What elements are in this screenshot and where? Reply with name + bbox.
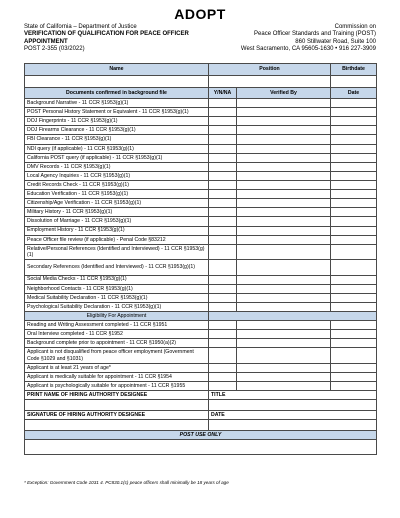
verified-by-cell[interactable] (237, 321, 331, 330)
item-label: Employment History - 11 CCR §1953(g)(1) (25, 226, 209, 235)
item-label: Military History - 11 CCR §1953(g)(1) (25, 208, 209, 217)
ynna-cell[interactable] (209, 372, 237, 381)
verified-by-cell[interactable] (237, 339, 331, 348)
agency-name: State of California – Department of Justice (24, 24, 137, 30)
item-label: Secondary References (Identified and Interviewed) - 11 CCR §1953(g)(1) (25, 260, 209, 275)
verified-by-cell[interactable] (237, 180, 331, 189)
date-cell[interactable] (331, 321, 377, 330)
form-title: ADOPT (174, 6, 226, 22)
applicant-info-table (24, 63, 377, 88)
date-cell[interactable] (331, 260, 377, 275)
ynna-cell[interactable] (209, 226, 237, 235)
document-row (25, 108, 377, 117)
date-cell[interactable] (331, 284, 377, 293)
title-label: TITLE (209, 391, 377, 400)
item-label: Credit Records Check - 11 CCR §1953(g)(1) (25, 180, 209, 189)
item-label: FBI Clearance - 11 CCR §1953(g)(1) (25, 135, 209, 144)
date-cell[interactable] (331, 226, 377, 235)
verified-by-cell[interactable] (237, 302, 331, 311)
verified-by-cell[interactable] (237, 275, 331, 284)
item-label: Applicant is not disqualified from peace officer employment (Government Code §1029 and §1031) (25, 348, 209, 363)
document-row (25, 235, 377, 244)
item-label: Background Narrative - 11 CCR §1953(g)(1) (25, 99, 209, 108)
ynna-cell[interactable] (209, 99, 237, 108)
ynna-cell[interactable] (209, 180, 237, 189)
date-cell[interactable] (331, 162, 377, 171)
document-row (25, 293, 377, 302)
date-cell[interactable] (331, 99, 377, 108)
item-label: DOJ Fingerprints - 11 CCR §1953(g)(1) (25, 117, 209, 126)
ynna-cell[interactable] (209, 117, 237, 126)
ynna-cell[interactable] (209, 153, 237, 162)
form-number: POST 2-355 (03/2022) (24, 46, 85, 53)
date-cell[interactable] (331, 293, 377, 302)
item-label: Reading and Writing Assessment completed - 11 CCR §1951 (25, 321, 209, 330)
date-cell[interactable] (331, 208, 377, 217)
birthdate-header: Birthdate (331, 64, 377, 76)
verified-by-cell[interactable] (237, 235, 331, 244)
item-label: Local Agency Inquiries - 11 CCR §1953(g)(1) (25, 171, 209, 180)
eligibility-row (25, 321, 377, 330)
item-label: Oral Interview completed - 11 CCR §1952 (25, 330, 209, 339)
verified-by-cell[interactable] (237, 108, 331, 117)
signature-input-row (25, 400, 377, 411)
item-label: Background complete prior to appointment - 11 CCR §1950(a)(2) (25, 339, 209, 348)
eligibility-row (25, 382, 377, 391)
commission-line1: Commission on (334, 24, 376, 30)
document-row (25, 117, 377, 126)
eligibility-section-row (25, 311, 377, 320)
date-cell[interactable] (331, 302, 377, 311)
verified-by-cell[interactable] (237, 372, 331, 381)
verified-by-cell[interactable] (237, 284, 331, 293)
birthdate-field[interactable] (331, 76, 377, 88)
ynna-cell[interactable] (209, 190, 237, 199)
print-name-label-field[interactable] (25, 400, 209, 411)
signature-label-field[interactable] (25, 420, 209, 431)
date-label-field[interactable] (209, 420, 377, 431)
position-header: Position (209, 64, 331, 76)
ynna-cell[interactable] (209, 293, 237, 302)
item-label: Education Verification - 11 CCR §1953(g)(1) (25, 190, 209, 199)
date-cell[interactable] (331, 372, 377, 381)
item-label: DOJ Firearms Clearance - 11 CCR §1953(g)(1) (25, 126, 209, 135)
date-cell[interactable] (331, 171, 377, 180)
print-name-label: PRINT NAME OF HIRING AUTHORITY DESIGNEE (25, 391, 209, 400)
eligibility-row (25, 348, 377, 363)
verified-by-cell[interactable] (237, 244, 331, 259)
verified-by-cell[interactable] (237, 330, 331, 339)
item-label: Psychological Suitability Declaration - 11 CCR §1953(g)(1) (25, 302, 209, 311)
verified-by-cell[interactable] (237, 144, 331, 153)
verified-by-cell[interactable] (237, 171, 331, 180)
signature-label-row (25, 411, 377, 420)
date-header: Date (331, 88, 377, 99)
date-cell[interactable] (331, 363, 377, 372)
date-cell[interactable] (331, 275, 377, 284)
form-title-line2: APPOINTMENT (24, 38, 68, 45)
date-cell[interactable] (331, 126, 377, 135)
signature-label: SIGNATURE OF HIRING AUTHORITY DESIGNEE (25, 411, 209, 420)
item-label: NDI query (if applicable) - 11 CCR §1953(g)(1) (25, 144, 209, 153)
item-label: Neighborhood Contacts - 11 CCR §1953(g)(1) (25, 284, 209, 293)
ynna-cell[interactable] (209, 339, 237, 348)
post-use-field[interactable] (25, 440, 377, 455)
post-use-area (25, 440, 377, 455)
verified-by-cell[interactable] (237, 162, 331, 171)
ynna-cell[interactable] (209, 321, 237, 330)
eligibility-row (25, 363, 377, 372)
item-label: Applicant is psychologically suitable for appointment - 11 CCR §1955 (25, 382, 209, 391)
signature-label-row (25, 391, 377, 400)
ynna-cell[interactable] (209, 235, 237, 244)
date-cell[interactable] (331, 382, 377, 391)
document-row (25, 260, 377, 275)
verified-by-cell[interactable] (237, 363, 331, 372)
name-field[interactable] (25, 76, 209, 88)
document-row (25, 135, 377, 144)
date-cell[interactable] (331, 235, 377, 244)
item-label: Dissolution of Marriage - 11 CCR §1953(g)(1) (25, 217, 209, 226)
ynna-cell[interactable] (209, 171, 237, 180)
eligibility-row (25, 330, 377, 339)
verification-table (24, 87, 377, 455)
verified-by-cell[interactable] (237, 126, 331, 135)
item-label: California POST query (if applicable) - 11 CCR §1953(g)(1) (25, 153, 209, 162)
document-row (25, 208, 377, 217)
date-label: DATE (209, 411, 377, 420)
verified-by-cell[interactable] (237, 348, 331, 363)
documents-header: Documents confirmed in background file (25, 88, 209, 99)
date-cell[interactable] (331, 330, 377, 339)
document-row (25, 226, 377, 235)
verified-by-cell[interactable] (237, 293, 331, 302)
item-label: Relative/Personal References (Identified and Interviewed) - 11 CCR §1953(g)(1) (25, 244, 209, 259)
post-use-only-label: POST USE ONLY (25, 431, 377, 440)
date-cell[interactable] (331, 348, 377, 363)
ynna-cell[interactable] (209, 275, 237, 284)
document-row (25, 144, 377, 153)
document-row (25, 244, 377, 259)
document-row (25, 190, 377, 199)
verified-by-cell[interactable] (237, 135, 331, 144)
verified-by-cell[interactable] (237, 153, 331, 162)
item-label: Applicant is at least 21 years of age* (25, 363, 209, 372)
item-label: Citizenship/Age Verification - 11 CCR §1953(g)(1) (25, 199, 209, 208)
ynna-cell[interactable] (209, 126, 237, 135)
verified-by-cell[interactable] (237, 382, 331, 391)
address-line2: West Sacramento, CA 95605-1630 • 916 227-3909 (240, 46, 376, 53)
document-row (25, 284, 377, 293)
ynna-cell[interactable] (209, 108, 237, 117)
ynna-cell[interactable] (209, 135, 237, 144)
item-label: Applicant is medically suitable for appointment - 11 CCR §1954 (25, 372, 209, 381)
verified-by-cell[interactable] (237, 190, 331, 199)
item-label: Peace Officer file review (if applicable) - Penal Code §83212 (25, 235, 209, 244)
document-row (25, 171, 377, 180)
verified-by-header: Verified By (237, 88, 331, 99)
verified-by-cell[interactable] (237, 208, 331, 217)
verified-by-cell[interactable] (237, 117, 331, 126)
document-row (25, 99, 377, 108)
verified-by-cell[interactable] (237, 99, 331, 108)
date-cell[interactable] (331, 117, 377, 126)
ynna-cell[interactable] (209, 330, 237, 339)
item-label: Social Media Checks - 11 CCR §1953(g)(1) (25, 275, 209, 284)
ynna-cell[interactable] (209, 217, 237, 226)
document-row (25, 153, 377, 162)
date-cell[interactable] (331, 190, 377, 199)
header-right (176, 24, 376, 54)
eligibility-header-fill (209, 311, 377, 320)
verified-by-cell[interactable] (237, 199, 331, 208)
ynna-cell[interactable] (209, 348, 237, 363)
item-label: POST Personal History Statement or Equivalent - 11 CCR §1953(g)(1) (25, 108, 209, 117)
date-cell[interactable] (331, 108, 377, 117)
ynna-cell[interactable] (209, 302, 237, 311)
document-row (25, 180, 377, 189)
verified-by-cell[interactable] (237, 260, 331, 275)
document-row (25, 302, 377, 311)
ynna-cell[interactable] (209, 363, 237, 372)
address-line1: 860 Stillwater Road, Suite 100 (295, 38, 376, 45)
date-cell[interactable] (331, 180, 377, 189)
date-cell[interactable] (331, 339, 377, 348)
title-label-field[interactable] (209, 400, 377, 411)
date-cell[interactable] (331, 244, 377, 259)
document-row (25, 275, 377, 284)
ynna-cell[interactable] (209, 208, 237, 217)
document-row (25, 199, 377, 208)
ynna-cell[interactable] (209, 199, 237, 208)
document-row (25, 217, 377, 226)
ynna-header: Y/N/NA (209, 88, 237, 99)
ynna-cell[interactable] (209, 162, 237, 171)
document-row (25, 126, 377, 135)
verified-by-cell[interactable] (237, 226, 331, 235)
ynna-cell[interactable] (209, 260, 237, 275)
form-title-line1: VERIFICATION OF QUALIFICATION FOR PEACE OFFICER (24, 31, 189, 38)
ynna-cell[interactable] (209, 284, 237, 293)
footnote: * Exception: Government Code 1031 4. PC830.1(c) peace officers shall minimally be 18 years of age (24, 480, 229, 485)
position-field[interactable] (209, 76, 331, 88)
eligibility-row (25, 372, 377, 381)
date-cell[interactable] (331, 153, 377, 162)
commission-line2: Peace Officer Standards and Training (POST) (254, 31, 376, 38)
date-cell[interactable] (331, 199, 377, 208)
signature-input-row (25, 420, 377, 431)
ynna-cell[interactable] (209, 144, 237, 153)
item-label: DMV Records - 11 CCR §1953(g)(1) (25, 162, 209, 171)
item-label: Medical Suitability Declaration - 11 CCR §1953(g)(1) (25, 293, 209, 302)
post-use-row (25, 431, 377, 440)
ynna-cell[interactable] (209, 244, 237, 259)
date-cell[interactable] (331, 217, 377, 226)
verified-by-cell[interactable] (237, 217, 331, 226)
date-cell[interactable] (331, 144, 377, 153)
date-cell[interactable] (331, 135, 377, 144)
name-header: Name (25, 64, 209, 76)
eligibility-row (25, 339, 377, 348)
document-row (25, 162, 377, 171)
eligibility-header: Eligibility For Appointment (25, 311, 209, 320)
ynna-cell[interactable] (209, 382, 237, 391)
